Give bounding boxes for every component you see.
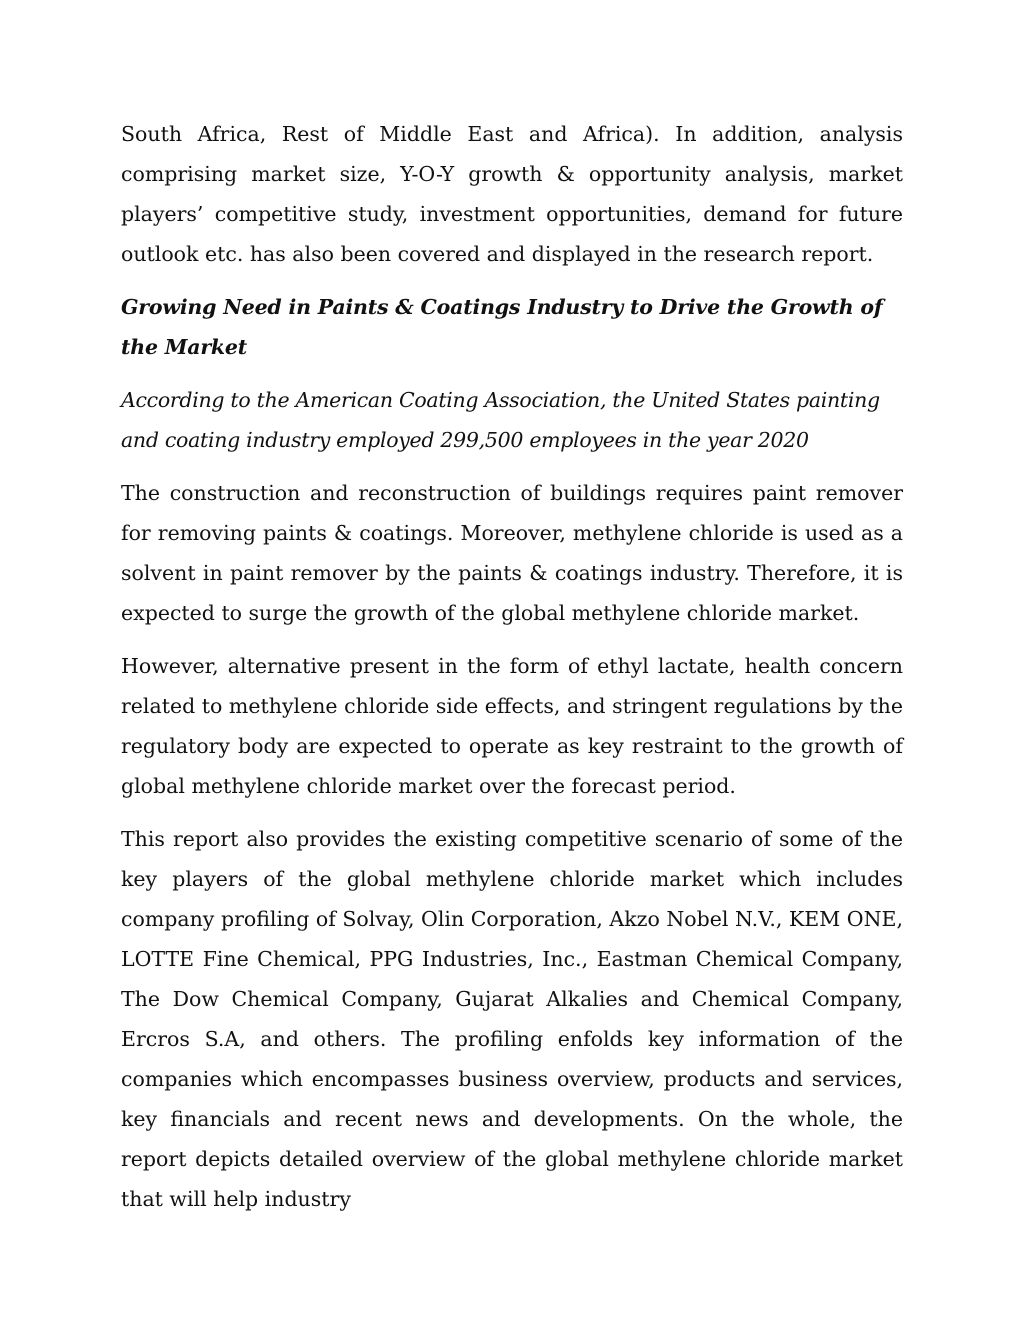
paragraph-paint-remover: The construction and reconstruction of buildings requires paint remover for removing paints & coatings. Moreover, methylene chloride is used as a solvent in paint remover by the paints & coatings industry. Therefore, it is expected to surge the growth of the global methylene chloride market. <box>121 481 903 625</box>
paragraph-regional-analysis: South Africa, Rest of Middle East and Africa). In addition, analysis comprising market size, Y-O-Y growth & opportunity analysis, market players’ competitive study, investment opportunities, demand for future outlook etc. has also been covered and displayed in the research report. <box>121 122 903 266</box>
document-page <box>121 114 903 1232</box>
section-heading: Growing Need in Paints & Coatings Industry to Drive the Growth of the Market <box>121 295 883 359</box>
paragraph-restraints: However, alternative present in the form of ethyl lactate, health concern related to methylene chloride side effects, and stringent regulations by the regulatory body are expected to operate as key restraint to the growth of global methylene chloride market over the forecast period. <box>121 654 903 798</box>
paragraph-competitive-scenario: This report also provides the existing competitive scenario of some of the key players of the global methylene chloride market which includes company profiling of Solvay, Olin Corporation, Akzo Nobel N.V., KEM ONE, LOTTE Fine Chemical, PPG Industries, Inc., Eastman Chemical Company, The Dow Chemical Company, Gujarat Alkalies and Chemical Company, Ercros S.A, and others. The profiling enfolds key information of the companies which encompasses business overview, products and services, key financials and recent news and developments. On the whole, the report depicts detailed overview of the global methylene chloride market that will help industry <box>121 827 903 1211</box>
section-subheading: According to the American Coating Association, the United States painting and coating industry employed 299,500 employees in the year 2020 <box>121 388 880 452</box>
